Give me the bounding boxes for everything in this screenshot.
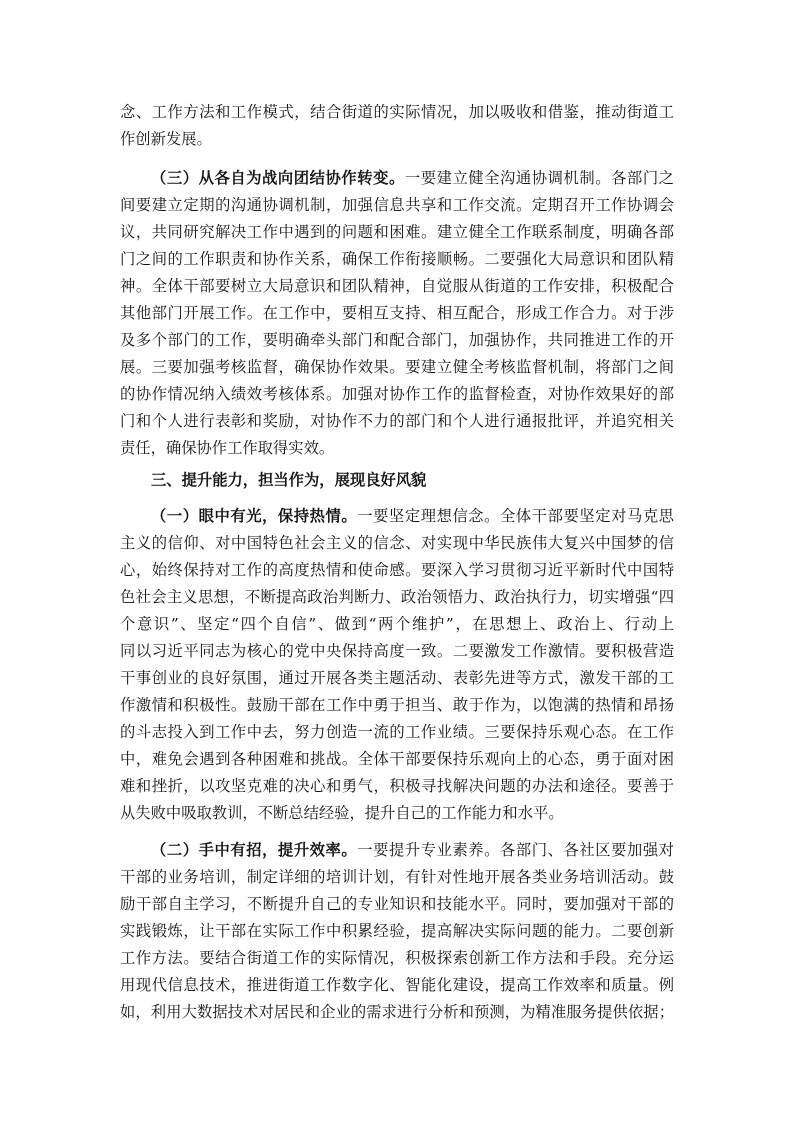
text-line: 及多个部门的工作，要明确牵头部门和配合部门，加强协作，共同推进工作的开 xyxy=(120,331,674,349)
text-line: 的斗志投入到工作中去，努力创造一流的工作业绩。三要保持乐观心态。在工作 xyxy=(120,723,674,741)
text-line: 如，利用大数据技术对居民和企业的需求进行分析和预测，为精准服务提供依据； xyxy=(120,1003,674,1021)
text-line xyxy=(120,503,674,530)
paragraph-lead: （三）从各自为战向团结协作转变。 xyxy=(151,169,405,187)
text-line: 同以习近平同志为核心的党中央保持高度一致。二要激发工作激情。要积极营造 xyxy=(120,642,674,660)
text-line xyxy=(120,165,674,192)
paragraph-first-text: 一要提升专业素养。各部门、各社区要加强对 xyxy=(357,841,674,859)
text-line: 干部的业务培训，制定详细的培训计划，有针对性地开展各类业务培训活动。鼓 xyxy=(120,868,674,886)
text-line: 中，难免会遇到各种困难和挑战。全体干部要保持乐观向上的心态，勇于面对困 xyxy=(120,750,674,768)
text-line: 门和个人进行表彰和奖励，对协作不力的部门和个人进行通报批评，并追究相关 xyxy=(120,412,674,430)
text-line: 其他部门开展工作。在工作中，要相互支持、相互配合，形成工作合力。对于涉 xyxy=(120,304,674,322)
paragraph-lead: （一）眼中有光，保持热情。 xyxy=(151,507,358,525)
text-line: 间要建立定期的沟通协调机制，加强信息共享和工作交流。定期召开工作协调会 xyxy=(120,196,674,214)
text-line: 议，共同研究解决工作中遇到的问题和困难。建立健全工作联系制度，明确各部 xyxy=(120,223,674,241)
paragraph-teamwork xyxy=(120,165,674,462)
paragraph-lead: （二）手中有招，提升效率。 xyxy=(151,841,358,859)
paragraph-enthusiasm xyxy=(120,503,674,827)
text-line: 神。全体干部要树立大局意识和团队精神，自觉服从街道的工作安排，积极配合 xyxy=(120,277,674,295)
text-line: 工作方法。要结合街道工作的实际情况，积极探索创新工作方法和手段。充分运 xyxy=(120,949,674,967)
text-line: 念、工作方法和工作模式，结合街道的实际情况，加以吸收和借鉴，推动街道工 xyxy=(120,103,674,121)
text-line: 个意识”、坚定“四个自信”、做到“两个维护”，在思想上、政治上、行动上 xyxy=(120,615,674,633)
text-line: 的协作情况纳入绩效考核体系。加强对协作工作的监督检查，对协作效果好的部 xyxy=(120,385,674,403)
section-heading: 三、提升能力，担当作为，展现良好风貌 xyxy=(151,471,427,489)
paragraph-first-text: 一要坚定理想信念。全体干部要坚定对马克思 xyxy=(357,507,674,525)
text-line: 心，始终保持对工作的高度热情和使命感。要深入学习贯彻习近平新时代中国特 xyxy=(120,561,674,579)
text-line: 实践锻炼，让干部在实际工作中积累经验，提高解决实际问题的能力。二要创新 xyxy=(120,922,674,940)
text-line: 色社会主义思想，不断提高政治判断力、政治领悟力、政治执行力，切实增强“四 xyxy=(120,588,674,606)
text-line: 励干部自主学习，不断提升自己的专业知识和技能水平。同时，要加强对干部的 xyxy=(120,895,674,913)
text-line: 用现代信息技术，推进街道工作数字化、智能化建设，提高工作效率和质量。例 xyxy=(120,976,674,994)
text-line: 作创新发展。 xyxy=(120,130,212,148)
text-line: 门之间的工作职责和协作关系，确保工作衔接顺畅。二要强化大局意识和团队精 xyxy=(120,250,674,268)
text-line: 责任，确保协作工作取得实效。 xyxy=(120,439,335,457)
text-line: 干事创业的良好氛围，通过开展各类主题活动、表彰先进等方式，激发干部的工 xyxy=(120,669,674,687)
document-body xyxy=(120,99,674,1026)
paragraph-continued xyxy=(120,99,674,153)
section-heading-block xyxy=(120,467,674,494)
paragraph-first-text: 一要建立健全沟通协调机制。各部门之 xyxy=(404,169,674,187)
text-line: 作激情和积极性。鼓励干部在工作中勇于担当、敢于作为，以饱满的热情和昂扬 xyxy=(120,696,674,714)
text-line: 展。三要加强考核监督，确保协作效果。要建立健全考核监督机制，将部门之间 xyxy=(120,358,674,376)
text-line: 难和挫折，以攻坚克难的决心和勇气，积极寻找解决问题的办法和途径。要善于 xyxy=(120,777,674,795)
paragraph-efficiency xyxy=(120,837,674,1026)
text-line xyxy=(120,837,674,864)
text-line: 主义的信仰、对中国特色社会主义的信念、对实现中华民族伟大复兴中国梦的信 xyxy=(120,534,674,552)
text-line: 从失败中吸取教训，不断总结经验，提升自己的工作能力和水平。 xyxy=(120,804,564,822)
